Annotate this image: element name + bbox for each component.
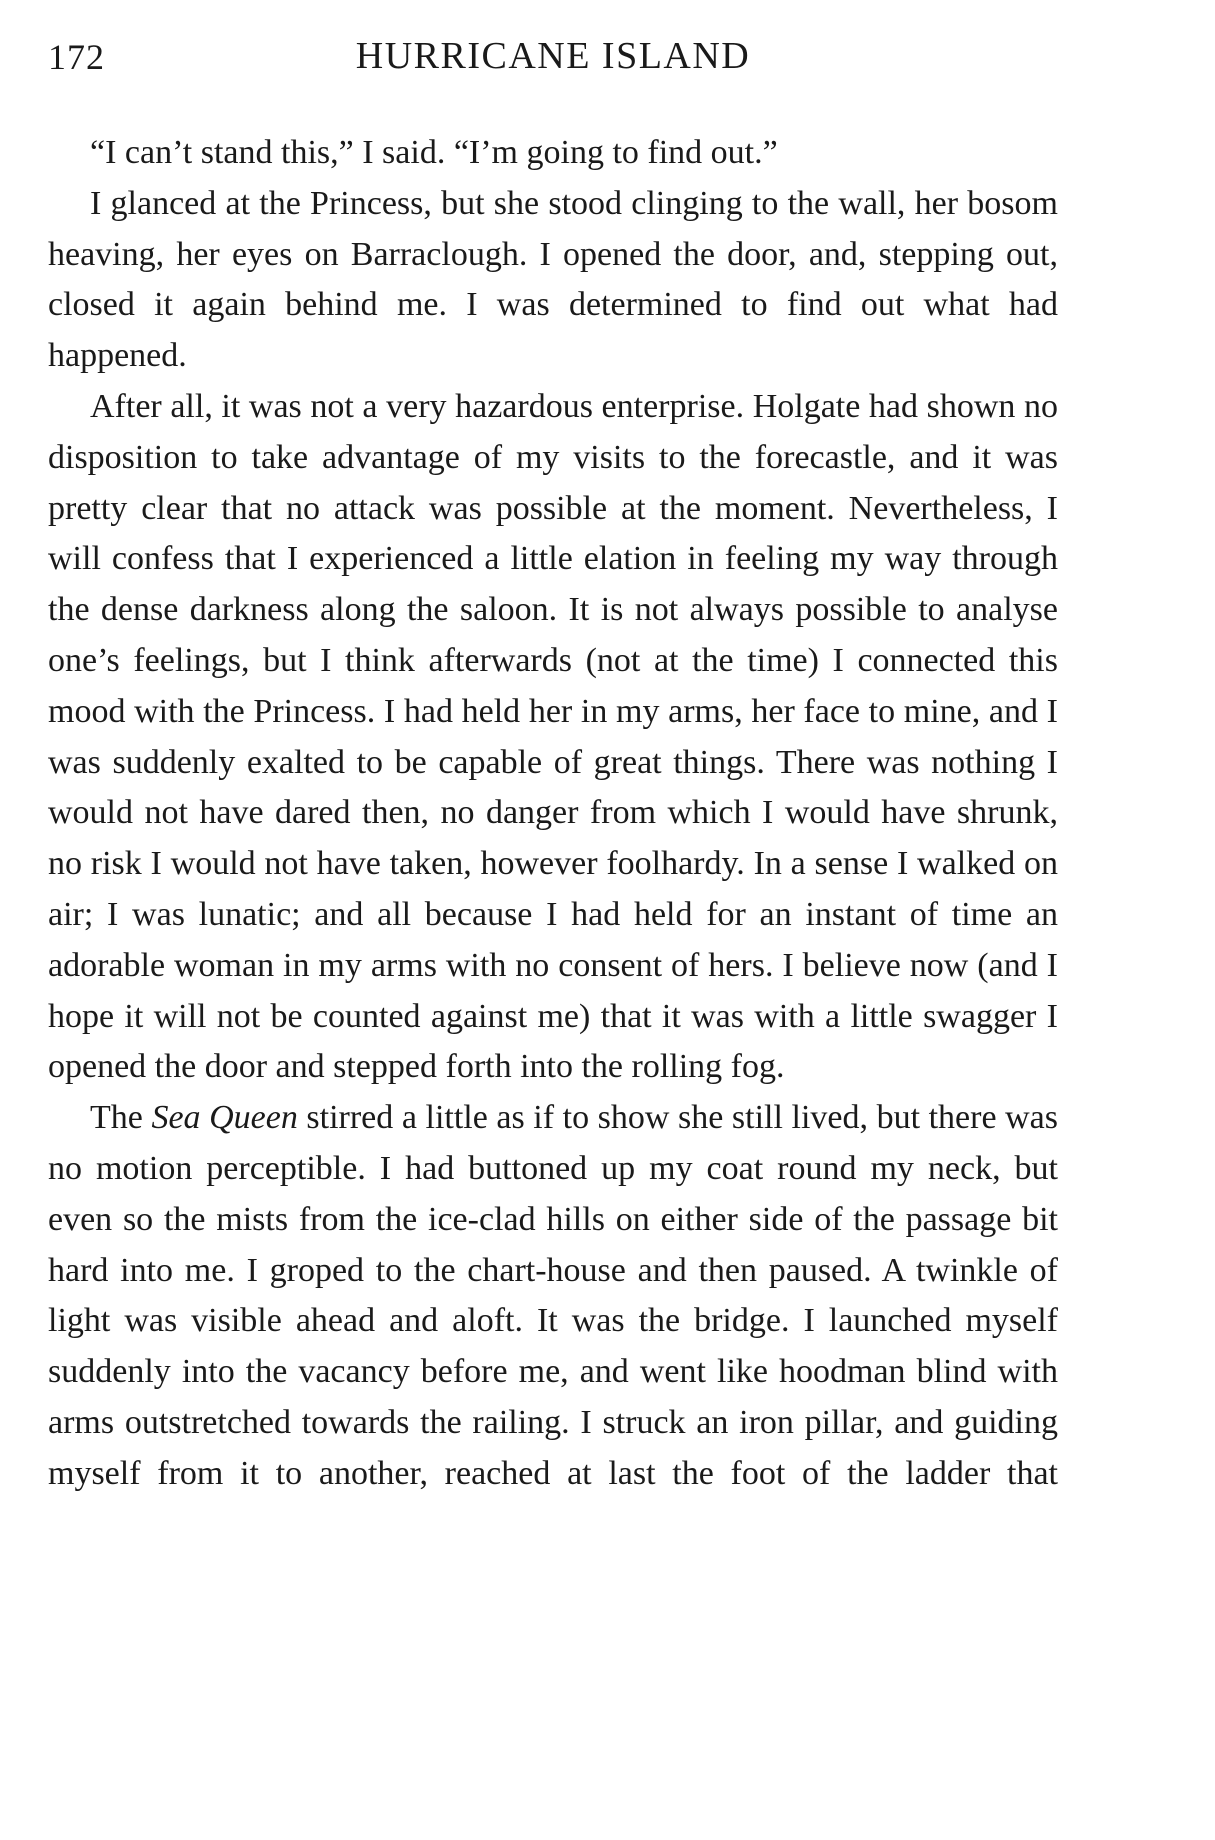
running-head <box>48 28 1058 88</box>
body-text <box>48 128 1058 1500</box>
paragraph-2: I glanced at the Princess, but she stood clinging to the wall, her bosom heaving, her eyes on Barraclough. I opened the door, and, stepping out, closed it again behind me. I was determined to find out what had happened. <box>48 184 1058 375</box>
page-number: 172 <box>48 37 105 77</box>
ship-name: Sea Queen <box>151 1099 298 1137</box>
paragraph-3: After all, it was not a very hazardous enterprise. Holgate had shown no disposition to take advantage of my visits to the forecastle, and it was pretty clear that no attack was possible at the moment. Nevertheless, I will confess that I experienced a little elation in feeling my way through the dense darkness along the saloon. It is not always possible to analyse one’s feelings, but I think afterwards (not at the time) I connected this mood with the Princess. I had held her in my arms, her face to mine, and I was suddenly exalted to be capable of great things. There was nothing I would not have dared then, no danger from which I would have shrunk, no risk I would not have taken, however foolhardy. In a sense I walked on air; I was lunatic; and all because I had held for an instant of time an adorable woman in my arms with no consent of hers. I believe now (and I hope it will not be counted against me) that it was with a little swagger I opened the door and stepped forth into the rolling fog. <box>48 387 1058 1086</box>
paragraph-4-text: stirred a little as if to show she still lived, but there was no motion perceptible. I had buttoned up my coat round my neck, but even so the mists from the ice-clad hills on either side of the passage bit hard into me. I groped to the chart-house and then paused. A twinkle of light was visible ahead and aloft. It was the bridge. I launched myself suddenly into the vacancy before me, and went like hoodman blind with arms outstretched towards the railing. I struck an iron pillar, and guiding myself from it to another, reached at last the foot of the ladder that <box>48 1099 1058 1492</box>
paragraph-4-prefix: The <box>90 1099 152 1137</box>
paragraph-1: “I can’t stand this,” I said. “I’m going to find out.” <box>90 134 778 171</box>
running-title: HURRICANE ISLAND <box>355 35 751 77</box>
paragraph-4 <box>48 1093 1058 1499</box>
